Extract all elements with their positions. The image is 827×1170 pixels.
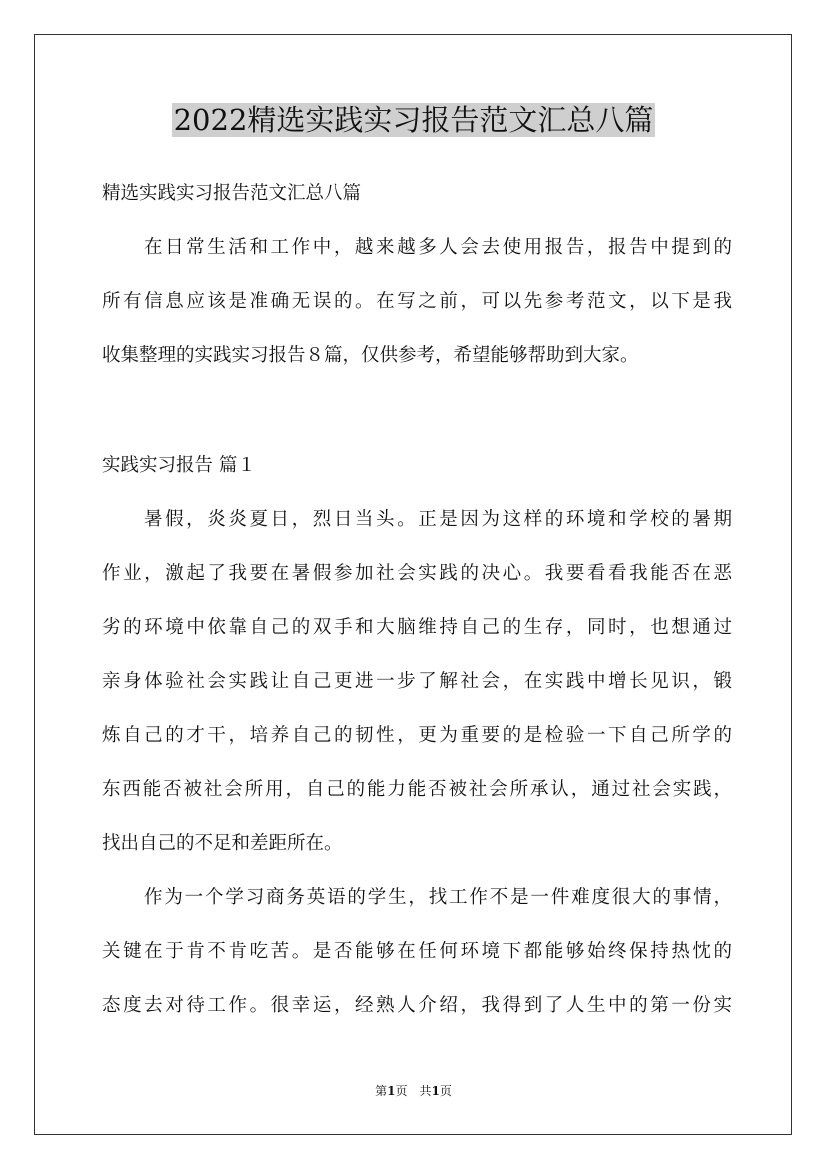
page-footer [0, 1083, 827, 1099]
page-prefix: 第 [375, 1084, 388, 1098]
paragraph-line: 关键在于肯不肯吃苦。是否能够在任何环境下都能够始终保持热忱的 [102, 941, 732, 962]
paragraph-line: 东西能否被社会所用，自己的能力能否被社会所承认，通过社会实践， [102, 779, 732, 800]
document-title [0, 98, 827, 142]
intro-line-1: 在日常生活和工作中，越来越多人会去使用报告，报告中提到的 [144, 237, 732, 258]
document-subtitle: 精选实践实习报告范文汇总八篇 [102, 183, 362, 204]
intro-line-2: 所有信息应该是准确无误的。在写之前，可以先参考范文，以下是我 [102, 291, 732, 312]
paragraph-line: 暑假，炎炎夏日，烈日当头。正是因为这样的环境和学校的暑期 [144, 509, 732, 530]
intro-line-3: 收集整理的实践实习报告８篇，仅供参考，希望能够帮助到大家。 [102, 345, 639, 366]
paragraph-line: 亲身体验社会实践让自己更进一步了解社会，在实践中增长见识，锻 [102, 671, 732, 692]
document-title-text: 2022精选实践实习报告范文汇总八篇 [173, 103, 654, 137]
paragraph-line: 找出自己的不足和差距所在。 [102, 833, 343, 854]
paragraph-line: 态度去对待工作。很幸运，经熟人介绍，我得到了人生中的第一份实 [102, 995, 732, 1016]
section-heading: 实践实习报告 篇１ [102, 455, 256, 476]
paragraph-line: 劣的环境中依靠自己的双手和大脑维持自己的生存，同时，也想通过 [102, 617, 732, 638]
paragraph-line: 炼自己的才干，培养自己的韧性，更为重要的是检验一下自己所学的 [102, 725, 732, 746]
paragraph-line: 作为一个学习商务英语的学生，找工作不是一件难度很大的事情， [144, 887, 732, 908]
page-total: 1 [431, 1084, 440, 1098]
paragraph-line: 作业，激起了我要在暑假参加社会实践的决心。我要看看我能否在恶 [102, 563, 732, 584]
page-mid: 页 共 [395, 1084, 432, 1098]
page-suffix: 页 [439, 1084, 452, 1098]
page-number: 1 [387, 1084, 396, 1098]
